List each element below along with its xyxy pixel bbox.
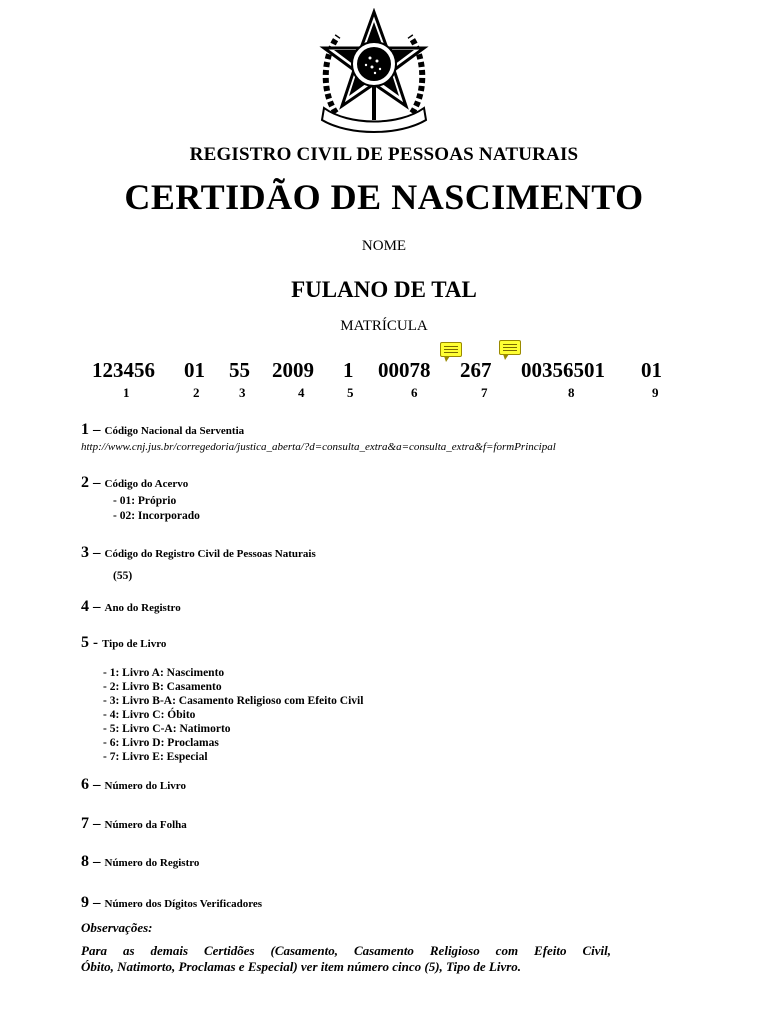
item-4-heading	[81, 598, 181, 616]
page-title: CERTIDÃO DE NASCIMENTO	[124, 177, 644, 217]
item-dash: –	[93, 816, 101, 832]
item-dash: –	[93, 422, 101, 438]
item-7-heading	[81, 815, 187, 833]
name-label: NOME	[361, 238, 407, 254]
list-item: - 4: Livro C: Óbito	[103, 709, 196, 721]
item-dash: -	[93, 635, 98, 651]
matricula-segment: 55	[229, 358, 250, 382]
item-number: 1	[81, 421, 89, 438]
item-number: 6	[81, 776, 89, 793]
item-number: 4	[81, 598, 89, 615]
item-label: Número do Registro	[104, 857, 200, 869]
matricula-index: 7	[481, 385, 488, 400]
matricula-index: 6	[411, 385, 418, 400]
item-dash: –	[93, 599, 101, 615]
item-number: 9	[81, 894, 89, 911]
item-number: 3	[81, 544, 89, 561]
item-dash: –	[93, 895, 101, 911]
item-label: Tipo de Livro	[102, 638, 167, 650]
matricula-segment: 01	[641, 358, 662, 382]
item-1-heading	[81, 421, 244, 439]
item-label: Número do Livro	[104, 780, 186, 792]
observations-title: Observações:	[81, 920, 153, 935]
matricula-index: 9	[652, 385, 659, 400]
matricula-index: 5	[347, 385, 354, 400]
item-number: 7	[81, 815, 89, 832]
list-item: - 7: Livro E: Especial	[103, 751, 208, 763]
list-item: - 1: Livro A: Nascimento	[103, 667, 225, 679]
item-label: Número da Folha	[104, 819, 187, 831]
item-3-heading	[81, 544, 316, 562]
item-dash: –	[93, 777, 101, 793]
item-label: Número dos Dígitos Verificadores	[104, 898, 263, 910]
matricula-index: 3	[239, 385, 246, 400]
matricula-segment: 1	[343, 358, 354, 382]
matricula-index: 4	[298, 385, 305, 400]
registry-subtitle: REGISTRO CIVIL DE PESSOAS NATURAIS	[189, 144, 579, 165]
item-number: 8	[81, 853, 89, 870]
list-item: - 6: Livro D: Proclamas	[103, 737, 219, 749]
item-6-heading	[81, 776, 186, 794]
item-8-heading	[81, 853, 199, 871]
matricula-index: 2	[193, 385, 200, 400]
matricula-segment: 123456	[92, 358, 155, 382]
item-number: 2	[81, 474, 89, 491]
name-value: FULANO DE TAL	[291, 277, 477, 302]
matricula-index: 8	[568, 385, 575, 400]
item-dash: –	[93, 475, 101, 491]
observations-text-line-1: Para as demais Certidões (Casamento, Casamento Religioso com Efeito Civil,	[81, 943, 611, 958]
item-dash: –	[93, 545, 101, 561]
item-label: Ano do Registro	[104, 602, 181, 614]
matricula-index: 1	[123, 385, 130, 400]
comment-note-icon[interactable]	[440, 342, 462, 357]
matricula-segment: 00078	[378, 358, 431, 382]
item-label: Código do Registro Civil de Pessoas Naturais	[104, 548, 316, 560]
matricula-segment: 267	[460, 358, 492, 382]
cnj-link[interactable]: http://www.cnj.jus.br/corregedoria/justica_aberta/?d=consulta_extra&a=consulta_extra&f=formPrincipal	[81, 441, 556, 453]
list-item: - 02: Incorporado	[113, 510, 200, 522]
list-item: - 2: Livro B: Casamento	[103, 681, 222, 693]
item-2-heading	[81, 474, 188, 492]
matricula-label: MATRÍCULA	[340, 318, 428, 334]
matricula-segment: 00356501	[521, 358, 605, 382]
matricula-segment: 01	[184, 358, 205, 382]
item-5-heading	[81, 634, 166, 652]
brazil-coat-of-arms-icon	[314, 8, 434, 138]
item-number: 5	[81, 634, 89, 651]
item-3-value: (55)	[113, 570, 133, 582]
item-9-heading	[81, 894, 262, 912]
item-label: Código Nacional da Serventia	[104, 425, 245, 437]
list-item: - 01: Próprio	[113, 495, 177, 507]
item-label: Código do Acervo	[104, 478, 189, 490]
item-dash: –	[93, 854, 101, 870]
observations-text-line-2: Óbito, Natimorto, Proclamas e Especial) ver item número cinco (5), Tipo de Livro.	[81, 959, 522, 974]
comment-note-icon[interactable]	[499, 340, 521, 355]
list-item: - 3: Livro B-A: Casamento Religioso com Efeito Civil	[103, 695, 364, 707]
matricula-segment: 2009	[272, 358, 314, 382]
list-item: - 5: Livro C-A: Natimorto	[103, 723, 231, 735]
